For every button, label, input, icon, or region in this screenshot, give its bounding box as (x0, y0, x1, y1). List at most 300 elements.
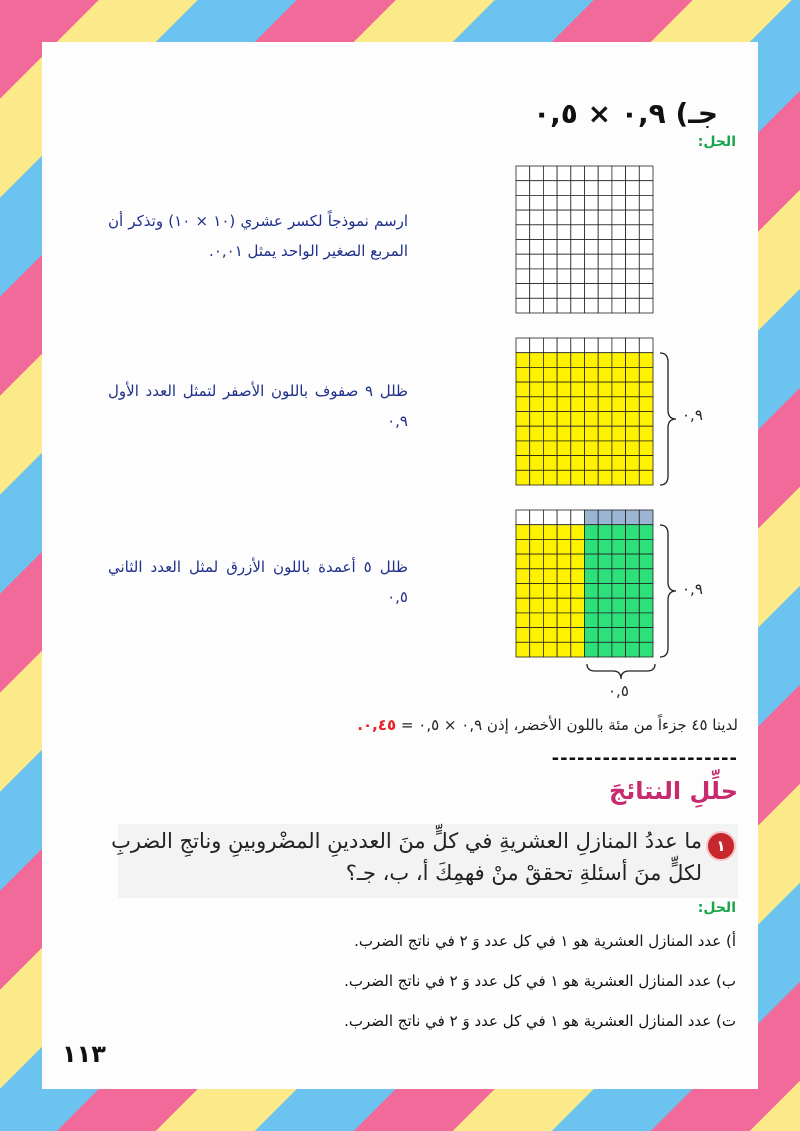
grid-cell (530, 240, 544, 255)
grid-cell (571, 613, 585, 628)
grid-cell (639, 254, 653, 269)
grid-cell (639, 240, 653, 255)
brace-label-grid2: ٠,٩ (682, 406, 703, 424)
grid-cell (571, 166, 585, 181)
grid-cell (626, 642, 640, 657)
grid-cell (626, 397, 640, 412)
grid-cell (585, 525, 599, 540)
step-2-text: ظلل ٩ صفوف باللون الأصفر لتمثل العدد الأول ٠,٩ (108, 382, 408, 430)
grid-cell (598, 441, 612, 456)
grid-cell (516, 298, 530, 313)
grid-cell (598, 338, 612, 353)
grid-cell (639, 598, 653, 613)
grid-cell (530, 642, 544, 657)
grid-cell (516, 254, 530, 269)
grid-cell (543, 456, 557, 471)
grid-cell (639, 628, 653, 643)
grid-cell (530, 225, 544, 240)
grid-cell (530, 210, 544, 225)
grid-cell (571, 628, 585, 643)
grid-cell (571, 338, 585, 353)
grid-cell (571, 554, 585, 569)
grid-cell (530, 470, 544, 485)
grid-cell (543, 470, 557, 485)
grid-cell (639, 584, 653, 599)
grid-cell (612, 298, 626, 313)
grid-cell (530, 181, 544, 196)
brace-label-bottom: ٠,٥ (608, 682, 629, 700)
grid-cell (571, 367, 585, 382)
grid-cell (626, 269, 640, 284)
grid-cell (557, 525, 571, 540)
grid-cell (571, 426, 585, 441)
grid-cell (543, 554, 557, 569)
brace-label-grid3: ٠,٩ (682, 580, 703, 598)
result-answer: ٠,٤٥. (357, 716, 397, 734)
grid-cell (598, 554, 612, 569)
solution-label: الحل: (697, 134, 736, 150)
yellow-rows-grid (516, 338, 654, 486)
grid-cell (585, 613, 599, 628)
grid-cell (530, 613, 544, 628)
grid-cell (612, 584, 626, 599)
grid-cell (516, 554, 530, 569)
grid-cell (639, 539, 653, 554)
grid-cell (543, 195, 557, 210)
grid-cell (543, 598, 557, 613)
grid-cell (598, 195, 612, 210)
grid-cell (530, 554, 544, 569)
grid-cell (598, 298, 612, 313)
grid-cell (557, 338, 571, 353)
grid-cell (571, 225, 585, 240)
grid-cell (571, 642, 585, 657)
grid-cell (626, 456, 640, 471)
grid-cell (598, 426, 612, 441)
grid-cell (543, 441, 557, 456)
grid-cell (543, 166, 557, 181)
grid-cell (639, 181, 653, 196)
grid-cell (516, 569, 530, 584)
grid-cell (571, 181, 585, 196)
grid-cell (626, 210, 640, 225)
grid-cell (612, 254, 626, 269)
grid-cell (543, 367, 557, 382)
grid-cell (639, 284, 653, 299)
grid-cell (543, 298, 557, 313)
grid-cell (612, 338, 626, 353)
grid-cell (639, 353, 653, 368)
grid-cell (626, 353, 640, 368)
grid-cell (557, 240, 571, 255)
grid-cell (530, 525, 544, 540)
grid-cell (571, 412, 585, 427)
right-brace-grid3 (658, 524, 678, 658)
grid-cell (626, 539, 640, 554)
grid-cell (585, 642, 599, 657)
grid-cell (557, 426, 571, 441)
grid-cell (516, 525, 530, 540)
grid-cell (530, 382, 544, 397)
worksheet-page (42, 42, 758, 1089)
grid-cell (598, 470, 612, 485)
grid-cell (639, 510, 653, 525)
grid-cell (612, 554, 626, 569)
grid-cell (626, 441, 640, 456)
grid-cell (598, 382, 612, 397)
grid-cell (598, 569, 612, 584)
grid-cell (557, 470, 571, 485)
grid-cell (557, 554, 571, 569)
grid-cell (585, 195, 599, 210)
grid-cell (626, 554, 640, 569)
grid-cell (585, 254, 599, 269)
grid-cell (530, 269, 544, 284)
grid-cell (598, 613, 612, 628)
grid-cell (585, 412, 599, 427)
grid-cell (516, 470, 530, 485)
grid-cell (585, 298, 599, 313)
grid-cell (639, 412, 653, 427)
grid-cell (543, 240, 557, 255)
grid-cell (626, 525, 640, 540)
grid-cell (598, 353, 612, 368)
grid-cell (612, 470, 626, 485)
grid-cell (612, 441, 626, 456)
grid-cell (585, 284, 599, 299)
grid-cell (639, 382, 653, 397)
dashed-divider: ---------------------- (551, 748, 738, 769)
grid-cell (612, 642, 626, 657)
grid-cell (516, 225, 530, 240)
grid-cell (571, 456, 585, 471)
grid-cell (639, 269, 653, 284)
section-heading: حلِّلِ النتائجَ (608, 777, 738, 805)
grid-cell (516, 166, 530, 181)
grid-cell (612, 181, 626, 196)
grid-cell (626, 254, 640, 269)
grid-cell (543, 210, 557, 225)
grid-cell (557, 367, 571, 382)
grid-cell (639, 338, 653, 353)
grid-cell (557, 181, 571, 196)
grid-cell (612, 426, 626, 441)
grid-cell (571, 397, 585, 412)
question-number-badge: ١ (706, 831, 736, 861)
grid-cell (516, 628, 530, 643)
grid-cell (585, 584, 599, 599)
grid-cell (598, 284, 612, 299)
grid-cell (516, 195, 530, 210)
grid-cell (626, 569, 640, 584)
grid-cell (585, 338, 599, 353)
grid-cell (516, 397, 530, 412)
grid-cell (598, 181, 612, 196)
grid-cell (585, 470, 599, 485)
grid-cell (516, 642, 530, 657)
grid-cell (557, 598, 571, 613)
grid-cell (585, 210, 599, 225)
grid-cell (612, 382, 626, 397)
grid-cell (571, 210, 585, 225)
grid-cell (585, 367, 599, 382)
grid-cell (585, 539, 599, 554)
grid-cell (516, 338, 530, 353)
grid-cell (571, 284, 585, 299)
grid-cell (543, 525, 557, 540)
grid-cell (626, 510, 640, 525)
grid-cell (571, 382, 585, 397)
grid-cell (530, 338, 544, 353)
grid-cell (557, 412, 571, 427)
grid-cell (571, 269, 585, 284)
grid-cell (639, 470, 653, 485)
grid-cell (585, 225, 599, 240)
bottom-brace-grid3 (586, 662, 656, 680)
step-3-text: ظلل ٥ أعمدة باللون الأزرق لمثل العدد الثاني ٠,٥ (108, 558, 408, 606)
grid-cell (543, 382, 557, 397)
question-text: ما عددُ المنازلِ العشريةِ في كلٍّ منَ العددينِ المضْروبينِ وناتجِ الضربِ لكلٍّ منَ أسئلةِ تحققْ منْ فهمِكَ أ، ب، جـ؟ (111, 829, 702, 885)
grid-cell (557, 195, 571, 210)
grid-cell (557, 613, 571, 628)
grid-cell (598, 367, 612, 382)
grid-cell (516, 210, 530, 225)
grid-cell (598, 628, 612, 643)
grid-cell (571, 539, 585, 554)
grid-cell (598, 269, 612, 284)
grid-cell (639, 195, 653, 210)
grid-cell (530, 441, 544, 456)
grid-cell (543, 284, 557, 299)
grid-cell (585, 441, 599, 456)
grid-cell (598, 254, 612, 269)
grid-cell (585, 569, 599, 584)
grid-cell (516, 456, 530, 471)
grid-cell (612, 412, 626, 427)
grid-cell (639, 397, 653, 412)
grid-cell (557, 539, 571, 554)
grid-cell (557, 298, 571, 313)
grid-cell (626, 628, 640, 643)
grid-cell (543, 539, 557, 554)
grid-cell (557, 441, 571, 456)
result-sentence (357, 716, 738, 734)
grid-cell (543, 642, 557, 657)
grid-cell (626, 470, 640, 485)
grid-cell (585, 510, 599, 525)
grid-cell (585, 456, 599, 471)
grid-cell (543, 613, 557, 628)
grid-cell (530, 166, 544, 181)
grid-cell (530, 254, 544, 269)
grid-cell (626, 426, 640, 441)
grid-cell (626, 181, 640, 196)
grid-cell (612, 225, 626, 240)
grid-cell (530, 598, 544, 613)
grid-cell (557, 510, 571, 525)
grid-cell (571, 441, 585, 456)
grid-cell (626, 166, 640, 181)
grid-cell (571, 240, 585, 255)
grid-cell (543, 254, 557, 269)
grid-cell (639, 441, 653, 456)
grid-cell (543, 338, 557, 353)
right-brace-grid2 (658, 352, 678, 486)
answers-label: الحل: (697, 900, 736, 916)
grid-cell (585, 353, 599, 368)
grid-cell (598, 539, 612, 554)
grid-cell (557, 642, 571, 657)
grid-cell (557, 225, 571, 240)
grid-cell (516, 367, 530, 382)
grid-cell (626, 367, 640, 382)
grid-cell (543, 225, 557, 240)
grid-cell (626, 598, 640, 613)
grid-cell (626, 584, 640, 599)
empty-decimal-grid (516, 166, 654, 314)
page-number: ١١٣ (62, 1040, 106, 1068)
grid-cell (571, 510, 585, 525)
grid-cell (543, 584, 557, 599)
grid-cell (543, 181, 557, 196)
grid-cell (639, 569, 653, 584)
grid-cell (530, 353, 544, 368)
grid-cell (530, 628, 544, 643)
grid-cell (612, 569, 626, 584)
grid-cell (626, 195, 640, 210)
grid-cell (585, 397, 599, 412)
grid-cell (612, 269, 626, 284)
grid-cell (585, 382, 599, 397)
grid-cell (639, 210, 653, 225)
grid-cell (639, 367, 653, 382)
grid-cell (516, 441, 530, 456)
grid-cell (612, 166, 626, 181)
grid-cell (516, 269, 530, 284)
grid-cell (626, 613, 640, 628)
grid-cell (571, 584, 585, 599)
yellow-blue-green-grid (516, 510, 654, 658)
result-prefix: لدينا ٤٥ جزءاً من مئة باللون الأخضر، إذن ٠,٩ × ٠,٥ = (396, 716, 738, 734)
grid-cell (571, 598, 585, 613)
grid-cell (543, 353, 557, 368)
grid-cell (612, 613, 626, 628)
grid-cell (639, 554, 653, 569)
grid-cell (612, 510, 626, 525)
grid-cell (612, 628, 626, 643)
step-1-text: ارسم نموذجاً لكسر عشري (١٠ × ١٠) وتذكر أن المربع الصغير الواحد يمثل ٠,٠١. (108, 212, 408, 260)
grid-cell (639, 166, 653, 181)
grid-cell (612, 195, 626, 210)
grid-cell (598, 397, 612, 412)
grid-cell (516, 353, 530, 368)
grid-cell (598, 412, 612, 427)
grid-cell (530, 510, 544, 525)
grid-cell (585, 426, 599, 441)
grid-cell (516, 584, 530, 599)
grid-cell (612, 240, 626, 255)
grid-cell (557, 628, 571, 643)
grid-cell (530, 367, 544, 382)
grid-cell (530, 397, 544, 412)
grid-cell (612, 525, 626, 540)
grid-cell (639, 298, 653, 313)
grid-cell (530, 569, 544, 584)
grid-cell (612, 397, 626, 412)
grid-cell (557, 397, 571, 412)
grid-cell (626, 412, 640, 427)
grid-cell (571, 569, 585, 584)
grid-cell (639, 525, 653, 540)
grid-cell (516, 284, 530, 299)
problem-title: جـ) ٠,٩ × ٠,٥ (533, 97, 718, 130)
grid-cell (585, 181, 599, 196)
grid-cell (626, 225, 640, 240)
grid-cell (639, 426, 653, 441)
grid-cell (557, 284, 571, 299)
grid-cell (639, 613, 653, 628)
grid-cell (557, 584, 571, 599)
grid-cell (543, 569, 557, 584)
grid-cell (585, 240, 599, 255)
grid-cell (626, 298, 640, 313)
grid-cell (598, 210, 612, 225)
grid-cell (530, 284, 544, 299)
grid-cell (530, 298, 544, 313)
grid-cell (571, 525, 585, 540)
grid-cell (530, 539, 544, 554)
grid-cell (557, 353, 571, 368)
grid-cell (626, 284, 640, 299)
grid-cell (598, 525, 612, 540)
grid-cell (530, 426, 544, 441)
grid-cell (543, 510, 557, 525)
grid-cell (530, 195, 544, 210)
grid-cell (612, 284, 626, 299)
grid-cell (530, 456, 544, 471)
grid-cell (557, 166, 571, 181)
grid-cell (516, 240, 530, 255)
grid-cell (516, 412, 530, 427)
grid-cell (516, 426, 530, 441)
grid-cell (516, 598, 530, 613)
grid-cell (598, 642, 612, 657)
grid-cell (543, 426, 557, 441)
grid-cell (612, 598, 626, 613)
answer-b: ب) عدد المنازل العشرية هو ١ في كل عدد وَ ٢ في ناتج الضرب. (344, 972, 736, 990)
grid-cell (571, 353, 585, 368)
answer-a: أ) عدد المنازل العشرية هو ١ في كل عدد وَ ٢ في ناتج الضرب. (354, 932, 736, 950)
grid-cell (639, 225, 653, 240)
grid-cell (598, 510, 612, 525)
answer-c: ت) عدد المنازل العشرية هو ١ في كل عدد وَ ٢ في ناتج الضرب. (344, 1012, 736, 1030)
grid-cell (585, 598, 599, 613)
grid-cell (543, 269, 557, 284)
grid-cell (571, 254, 585, 269)
grid-cell (571, 195, 585, 210)
grid-cell (557, 569, 571, 584)
grid-cell (543, 397, 557, 412)
grid-cell (639, 456, 653, 471)
grid-cell (557, 456, 571, 471)
grid-cell (626, 338, 640, 353)
grid-cell (543, 412, 557, 427)
grid-cell (516, 382, 530, 397)
grid-cell (585, 269, 599, 284)
grid-cell (612, 210, 626, 225)
grid-cell (516, 510, 530, 525)
grid-cell (557, 210, 571, 225)
